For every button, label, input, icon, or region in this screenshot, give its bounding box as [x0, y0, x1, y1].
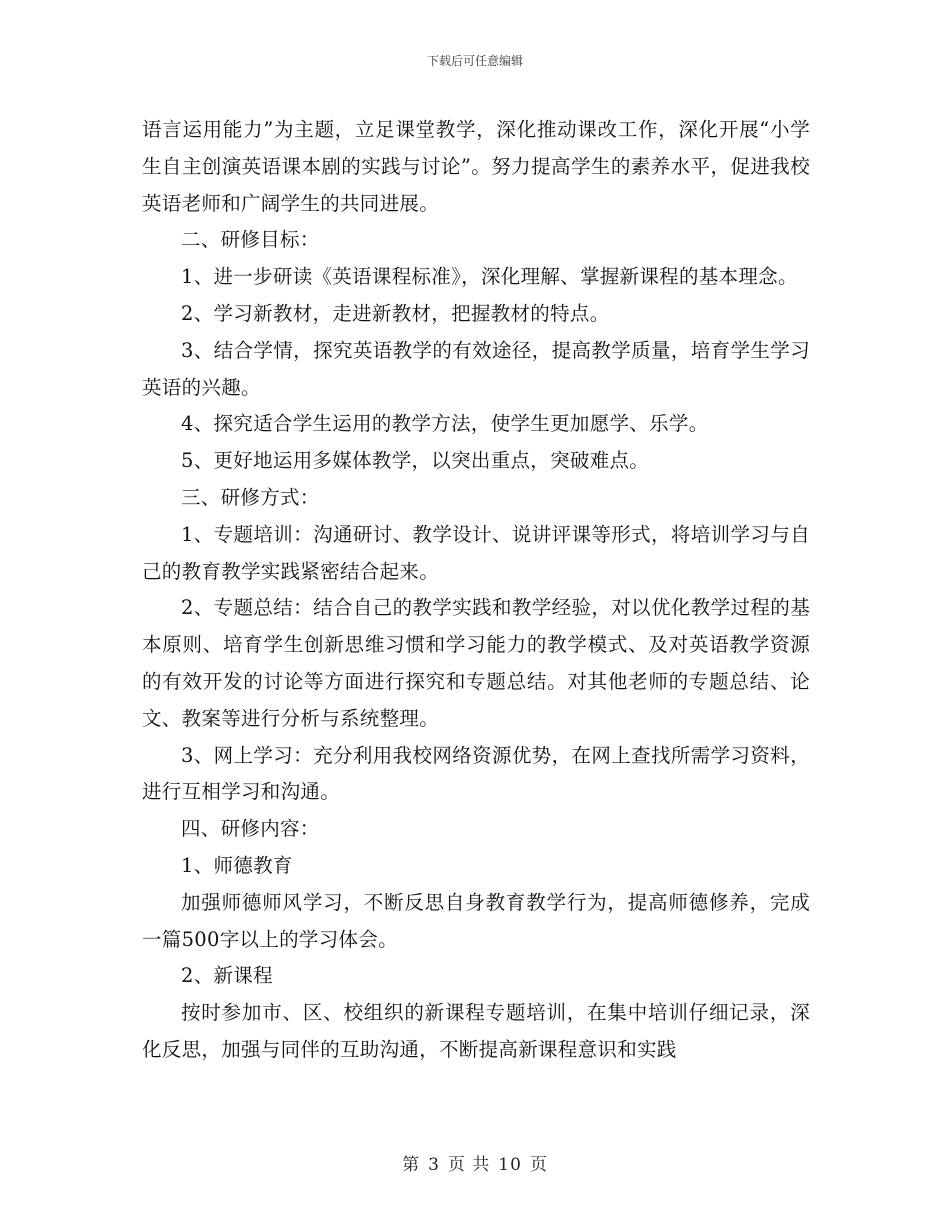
content-subheading-ethics: 1、师德教育	[181, 853, 293, 877]
page-header-note: 下载后可任意编辑	[426, 54, 523, 68]
footer-suffix: 页	[529, 1155, 548, 1175]
section-heading-content: 四、研修内容：	[181, 817, 320, 841]
content-paragraph-curriculum: 按时参加市、区、校组织的新课程专题培训，在集中培训仔细记录，深化反思，加强与同伴的互助沟通，不断提高新课程意识和实践	[142, 1001, 810, 1061]
goal-item-1: 1、进一步研读《英语课程标准》，深化理解、掌握新课程的基本理念。	[181, 265, 798, 289]
section-heading-methods: 三、研修方式：	[181, 485, 320, 509]
method-item-3: 3、网上学习：充分利用我校网络资源优势，在网上查找所需学习资料，进行互相学习和沟通。	[142, 743, 810, 804]
document-body	[142, 112, 810, 1069]
footer-middle: 页 共	[447, 1155, 491, 1175]
goal-item-4: 4、探究适合学生运用的教学方法，使学生更加愿学、乐学。	[181, 412, 709, 436]
method-item-1: 1、专题培训：沟通研讨、教学设计、说讲评课等形式，将培训学习与自己的教育教学实践紧密结合起来。	[142, 522, 810, 583]
footer-prefix: 第	[402, 1155, 421, 1175]
paragraph-intro-continuation: 语言运用能力”为主题，立足课堂教学，深化推动课改工作，深化开展“小学生自主创演英语课本剧的实践与讨论”。努力提高学生的素养水平，促进我校英语老师和广阔学生的共同进展。	[142, 118, 810, 215]
method-item-2: 2、专题总结：结合自己的教学实践和教学经验，对以优化教学过程的基本原则、培育学生创新思维习惯和学习能力的教学模式、及对英语教学资源的有效开发的讨论等方面进行探究和专题总结。对其他老师的专题总结、论文、教案等进行分析与系统整理。	[142, 596, 810, 730]
goal-item-2: 2、学习新教材，走进新教材，把握教材的特点。	[181, 301, 610, 325]
page-footer	[0, 1150, 950, 1175]
content-subheading-curriculum: 2、新课程	[181, 964, 273, 988]
goal-item-5: 5、更好地运用多媒体教学，以突出重点，突破难点。	[181, 449, 650, 473]
content-paragraph-ethics: 加强师德师风学习，不断反思自身教育教学行为，提高师德修养，完成一篇500字以上的学习体会。	[142, 890, 810, 951]
goal-item-3: 3、结合学情，探究英语教学的有效途径，提高教学质量，培育学生学习英语的兴趣。	[142, 338, 810, 399]
section-heading-goals: 二、研修目标：	[181, 228, 320, 252]
footer-current-page: 3	[428, 1155, 440, 1175]
footer-total-pages: 10	[498, 1155, 522, 1175]
